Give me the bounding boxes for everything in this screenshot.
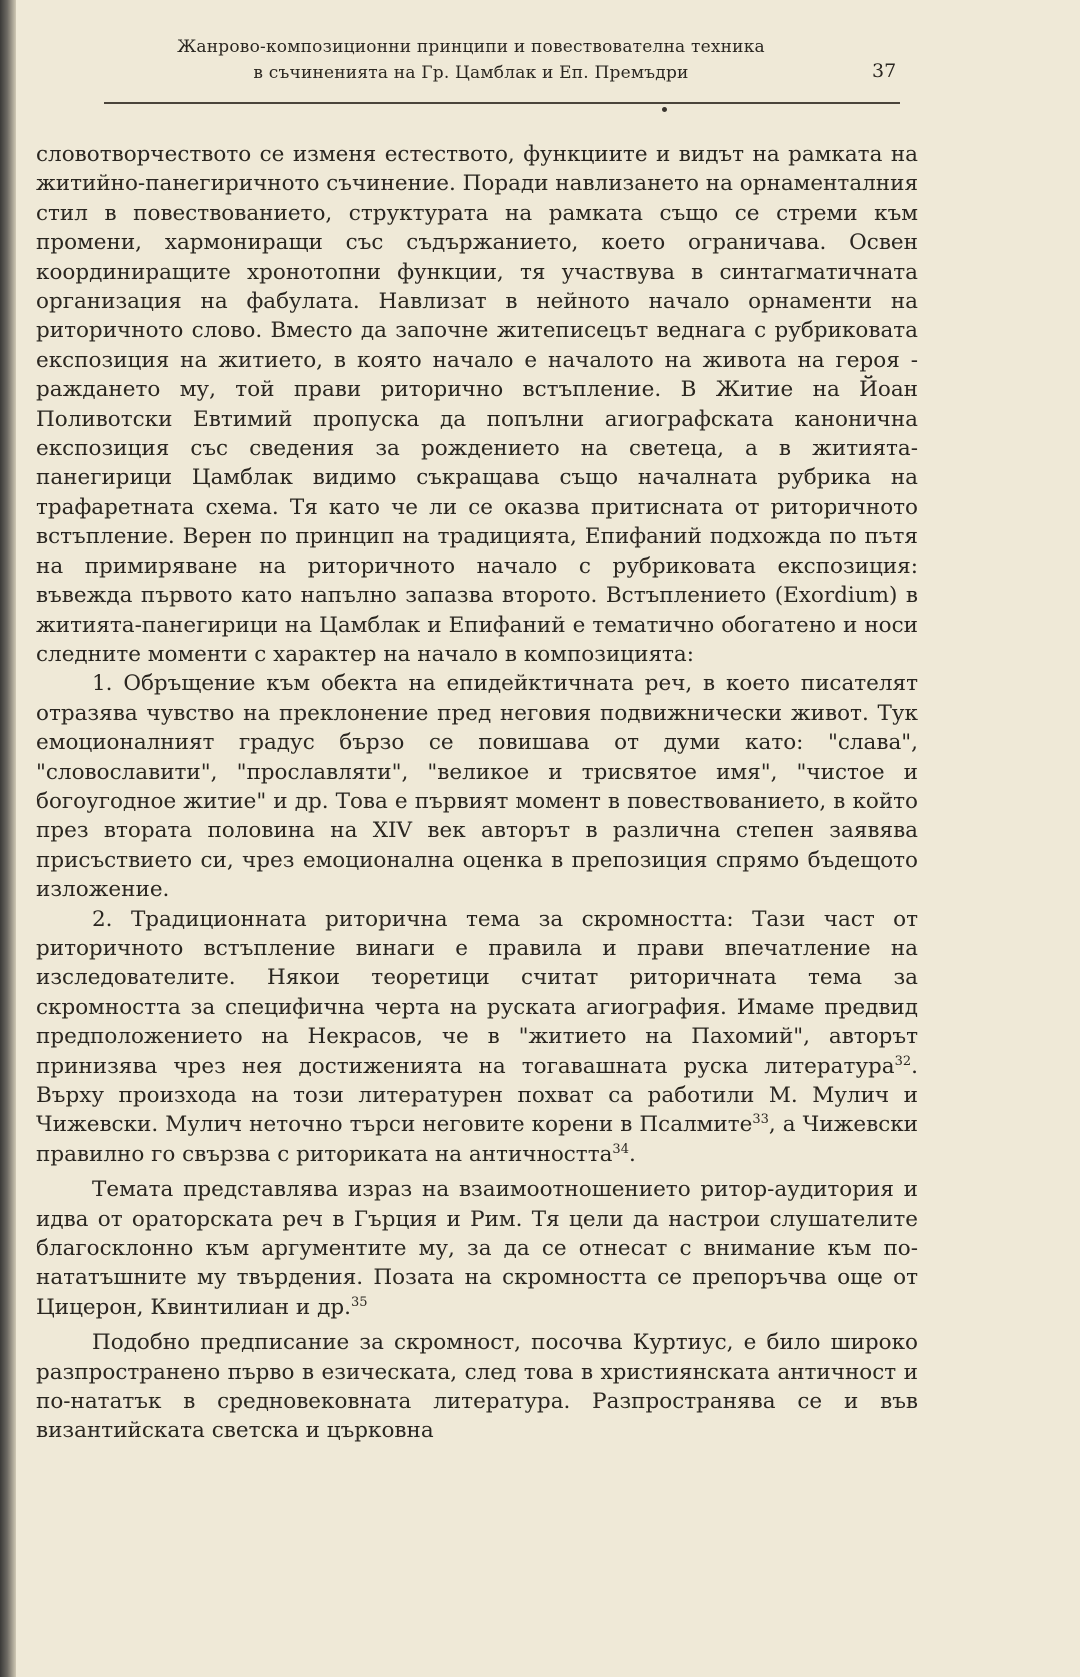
paragraph-4-text: Темата представлява израз на взаимоотношението ритор-аудитория и идва от ораторската реч в Гърция и Рим. Тя цели да настрои слушателите благосклонно към аргументите му, за да се отнесат с внимание към по-нататъшните му твърдения. Позата на скромността се препоръчва още от Цицерон, Квинтилиан и др. <box>36 1177 918 1320</box>
footnote-ref-35: 35 <box>350 1294 368 1310</box>
paragraph-3-part-3: , а Чижевски правилно го свързва с риториката на античността <box>36 1112 919 1167</box>
footnote-ref-33: 33 <box>752 1112 769 1128</box>
body-text <box>36 140 918 1446</box>
ink-dot <box>662 107 667 112</box>
paragraph-3-part-1: 2. Традиционната риторична тема за скромността: Тази част от риторичното встъпление винаги е правила и прави впечатление на изследователите. Някои теоретици считат риторичната тема за скромността за специфична черта на руската агиография. Имаме предвид предположението на Некрасов, че в "житието на Пахомий", авторът принизява чрез нея достиженията на тогавашната руска литература <box>36 906 918 1079</box>
binding-shadow <box>0 0 16 1677</box>
header-rule <box>104 102 900 104</box>
header-line-1: Жанрово-композиционни принципи и повествователна техника <box>177 37 765 57</box>
running-header <box>40 34 902 86</box>
paragraph-3 <box>36 905 918 1170</box>
header-line-2: в съчиненията на Гр. Цамблак и Еп. Премъдри <box>253 63 689 83</box>
page-number: 37 <box>872 60 897 82</box>
paragraph-3-part-4: . <box>628 1141 636 1167</box>
paragraph-3-part-2: . Върху произхода на този литературен похват са работили М. Мулич и Чижевски. Мулич неточно търси неговите корени в Псалмите <box>36 1053 918 1138</box>
footnote-ref-32: 32 <box>894 1053 912 1069</box>
footnote-ref-34: 34 <box>612 1141 629 1157</box>
paragraph-2: 1. Обръщение към обекта на епидейктичната реч, в което писателят отразява чувство на преклонение пред неговия подвижнически живот. Тук емоционалният градус бързо се повишава от думи като: "слава", "словославити", "прославляти", "великое и трисвятое имя", "чистое и богоугодное житие" и др. Това е първият момент в повествованието, в който през втората половина на XIV век авторът в различна степен заявява присъствието си, чрез емоционална оценка в препозиция спрямо бъдещото изложение. <box>36 671 918 903</box>
paragraph-5: Подобно предписание за скромност, посочва Куртиус, е било широко разпространено първо в езическата, след това в християнската античност и по-нататък в средновековната литература. Разпространява се и във византийската светска и църковна <box>36 1330 918 1444</box>
paragraph-4 <box>36 1175 918 1322</box>
paragraph-1: словотворчеството се изменя естеството, функциите и видът на рамката на житийно-панегиричното съчинение. Поради навлизането на орнаменталния стил в повествованието, структурата на рамката също се стреми към промени, хармониращи със съдържанието, което ограничава. Освен координиращите хронотопни функции, тя участвува в синтагматичната организация на фабулата. Навлизат в нейното начало орнаменти на риторичното слово. Вместо да започне житеписецът веднага с рубриковата експозиция на житието, в която начало е началото на живота на героя - раждането му, той прави риторично встъпление. В Житие на Йоан Поливотски Евтимий пропуска да попълни агиографската канонична експозиция със сведения за рождението на светеца, а в житията-панегирици Цамблак видимо съкращава също началната рубрика на трафаретната схема. Тя като че ли се оказва притисната от риторичното встъпление. Верен по принцип на традицията, Епифаний подхожда по пътя на примиряване на риторичното начало с рубриковата експозиция: въвежда първото като напълно запазва второто. Встъплението (Exordium) в житията-панегирици на Цамблак и Епифаний е тематично обогатено и носи следните моменти с характер на начало в композицията: <box>36 142 919 667</box>
